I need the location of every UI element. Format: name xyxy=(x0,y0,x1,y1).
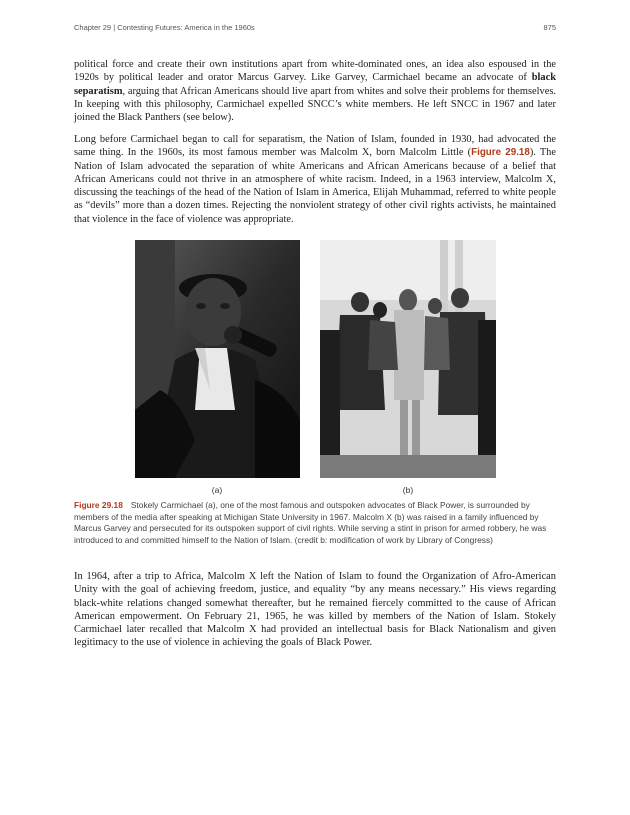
figure-caption-text: Stokely Carmichael (a), one of the most famous and outspoken advocates of Black Power, is surrounded by members of the media after speaking at Michigan State University in 1967. Malcolm X (b) was raised in a family influenced by Marcus Garvey and persecuted for its outspoken support of civil rights. While serving a stint in prison for armed robbery, he was introduced to and committed himself to the Nation of Islam. (credit b: modification of work by Library of Congress) xyxy=(74,500,547,545)
paragraph-3: In 1964, after a trip to Africa, Malcolm X left the Nation of Islam to found the Organization of Afro-American Unity with the goal of achieving freedom, justice, and equality “by any means necessary.” His views regarding black-white relations changed somewhat thereafter, but he remained fiercely committed to the cause of African American empowerment. On February 21, 1965, he was killed by members of the Nation of Islam. Stokely Carmichael later recalled that Malcolm X had provided an intellectual basis for Black Nationalism and given legitimacy to the use of violence in achieving the goals of Black Power. xyxy=(74,571,556,649)
page-number: 875 xyxy=(543,23,556,32)
paragraph-1-text-b: , arguing that African Americans should live apart from whites and solve their problems for themselves. In keeping with this philosophy, Carmichael expelled SNCC’s white members. He left SNCC in 1967 and later joined the Black Panthers (see below). xyxy=(74,85,556,124)
paragraph-2-text-b: ). The Nation of Islam advocated the separation of white Americans and African Americans because of a belief that African Americans could not thrive in an atmosphere of white racism. Indeed, in a 1963 interview, Malcolm X, discussing the teachings of the head of the Nation of Islam in America, Elijah Muhammad, referred to white people as “devils” more than a dozen times. Rejecting the nonviolent strategy of other civil rights activists, he maintained that violence in the face of violence was appropriate. xyxy=(74,147,556,225)
figure-label-a: (a) xyxy=(211,485,223,495)
figure-reference-link[interactable]: Figure 29.18 xyxy=(471,147,530,159)
paragraph-2-text-a: Long before Carmichael began to call for separatism, the Nation of Islam, founded in 1930, had advocated the same thing. In the 1960s, its most famous member was Malcolm X, born Malcolm Little ( xyxy=(74,134,556,159)
key-term-black-separatism: black separatism xyxy=(74,72,556,97)
photo-malcolm-x xyxy=(320,240,496,478)
figure-caption xyxy=(74,500,558,546)
figure-label-b: (b) xyxy=(402,485,414,495)
photo-carmichael xyxy=(135,240,300,478)
paragraph-1-text-a: political force and create their own institutions apart from white-dominated ones, an idea also espoused in the 1920s by political leader and orator Marcus Garvey. Like Garvey, Carmichael became an advocate of xyxy=(74,59,556,84)
paragraph-1 xyxy=(74,58,556,124)
figure-number: Figure 29.18 xyxy=(74,500,123,510)
paragraph-2 xyxy=(74,133,556,226)
chapter-title: Chapter 29 | Contesting Futures: America in the 1960s xyxy=(74,23,255,32)
